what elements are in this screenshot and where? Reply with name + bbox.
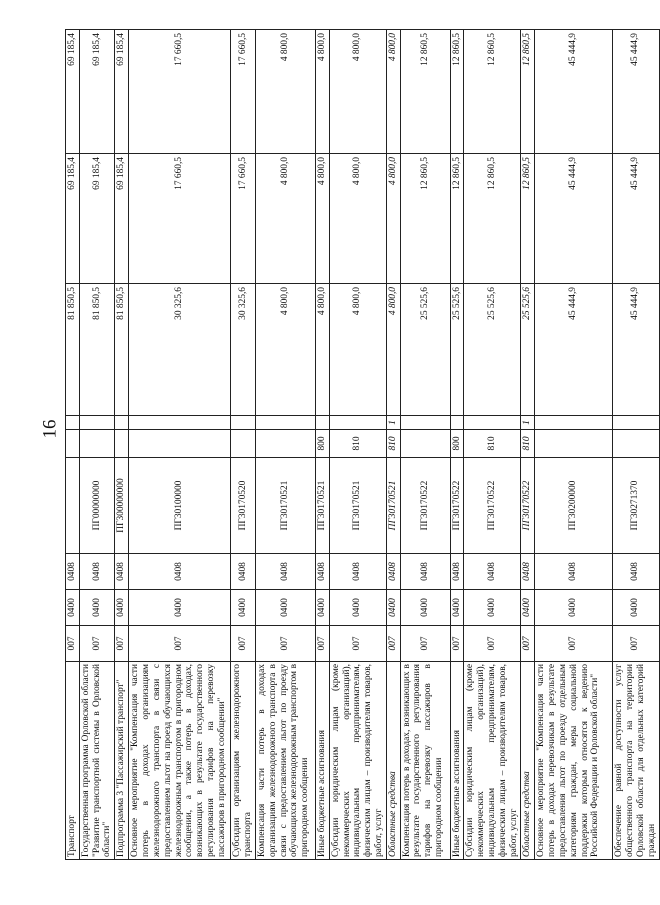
table-row [450, 30, 464, 860]
cell-fund-source [115, 416, 129, 430]
cell-target-article: ПГ30170521 [386, 458, 400, 554]
table-row [329, 30, 386, 860]
cell-expense-type: 800 [315, 430, 329, 458]
cell-amount-year1: 81 850,5 [115, 284, 129, 416]
cell-subsection-code: 0408 [79, 554, 114, 590]
cell-expense-type: 810 [386, 430, 400, 458]
cell-amount-year3: 17 660,5 [231, 30, 256, 154]
cell-subsection-code: 0408 [386, 554, 400, 590]
cell-subsection-code: 0408 [329, 554, 386, 590]
cell-expense-type [613, 430, 659, 458]
cell-amount-year1: 4 800,0 [329, 284, 386, 416]
cell-target-article: ПГ30170520 [231, 458, 256, 554]
cell-section-code: 0400 [66, 590, 80, 626]
cell-amount-year3: 12 860,5 [464, 30, 521, 154]
table-row [613, 30, 659, 860]
cell-ministry-code: 007 [535, 626, 613, 662]
cell-target-article: ПГ30170521 [315, 458, 329, 554]
row-name: Компенсация части потерь в доходах организациям железнодорожного транспорта в связи с предоставлением льгот по проезду обучающихся железнодорожным транспортом в пригородном сообщении [255, 662, 315, 860]
cell-expense-type [400, 430, 450, 458]
row-name: Субсидии организациям железнодорожного транспорта [231, 662, 256, 860]
cell-ministry-code: 007 [231, 626, 256, 662]
cell-amount-year1: 4 800,0 [315, 284, 329, 416]
cell-amount-year3: 17 660,5 [129, 30, 231, 154]
cell-fund-source [535, 416, 613, 430]
cell-expense-type: 800 [450, 430, 464, 458]
cell-amount-year2: 69 185,4 [79, 154, 114, 284]
cell-amount-year2: 12 860,5 [450, 154, 464, 284]
cell-fund-source [450, 416, 464, 430]
cell-ministry-code: 007 [450, 626, 464, 662]
cell-amount-year1: 81 850,5 [79, 284, 114, 416]
cell-amount-year1: 45 444,9 [613, 284, 659, 416]
cell-target-article: ПГ30271370 [613, 458, 659, 554]
cell-amount-year1: 25 525,6 [400, 284, 450, 416]
cell-subsection-code: 0408 [450, 554, 464, 590]
table-row [115, 30, 129, 860]
cell-amount-year2: 69 185,4 [115, 154, 129, 284]
rotated-budget-table [65, 30, 657, 860]
cell-section-code: 0400 [79, 590, 114, 626]
cell-amount-year1: 25 525,6 [450, 284, 464, 416]
cell-target-article [66, 458, 80, 554]
cell-target-article: ПГ30170522 [450, 458, 464, 554]
cell-amount-year2: 17 660,5 [231, 154, 256, 284]
cell-amount-year3: 4 800,0 [386, 30, 400, 154]
row-name: Субсидии юридическим лицам (кроме некоммерческих организаций), индивидуальным предпринимателям, физическим лицам – производителям товаров, работ, услуг [464, 662, 521, 860]
cell-subsection-code: 0408 [535, 554, 613, 590]
cell-section-code: 0400 [450, 590, 464, 626]
cell-amount-year2: 17 660,5 [129, 154, 231, 284]
cell-amount-year2: 12 860,5 [464, 154, 521, 284]
row-name: Транспорт [66, 662, 80, 860]
cell-fund-source [613, 416, 659, 430]
cell-expense-type: 810 [521, 430, 535, 458]
cell-fund-source [315, 416, 329, 430]
cell-amount-year1: 81 850,5 [66, 284, 80, 416]
table-row [255, 30, 315, 860]
row-name: Субсидии юридическим лицам (кроме некоммерческих организаций), индивидуальным предпринимателям, физическим лицам – производителям товаров, работ, услуг [329, 662, 386, 860]
cell-ministry-code: 007 [464, 626, 521, 662]
cell-amount-year3: 4 800,0 [255, 30, 315, 154]
cell-fund-source: 1 [386, 416, 400, 430]
cell-target-article: ПГ30170522 [400, 458, 450, 554]
row-name: Областные средства [386, 662, 400, 860]
cell-amount-year3: 69 185,4 [115, 30, 129, 154]
cell-section-code: 0400 [400, 590, 450, 626]
table-row [315, 30, 329, 860]
cell-amount-year1: 4 800,0 [386, 284, 400, 416]
cell-amount-year3: 45 444,9 [535, 30, 613, 154]
table-row [66, 30, 80, 860]
table-body [66, 30, 660, 860]
cell-section-code: 0400 [315, 590, 329, 626]
row-name: Основное мероприятие "Компенсация части потерь в доходах организациям железнодорожного транспорта в связи с предоставлением льгот на проезд обучающихся железнодорожным транспортом в пригородном сообщении, а также потерь в доходах, возникающих в результате государственного регулирования тарифов на перевозку пассажиров в пригородном сообщении" [129, 662, 231, 860]
cell-section-code: 0400 [613, 590, 659, 626]
cell-amount-year2: 4 800,0 [255, 154, 315, 284]
cell-amount-year1: 4 800,0 [255, 284, 315, 416]
row-name: Компенсация потерь в доходах, возникающих в результате государственного регулирования тарифов на перевозку пассажиров в пригородном сообщении [400, 662, 450, 860]
cell-section-code: 0400 [464, 590, 521, 626]
cell-ministry-code: 007 [386, 626, 400, 662]
cell-target-article: ПГ300000000 [115, 458, 129, 554]
cell-amount-year2: 4 800,0 [386, 154, 400, 284]
cell-expense-type [66, 430, 80, 458]
cell-fund-source [231, 416, 256, 430]
cell-section-code: 0400 [535, 590, 613, 626]
row-name: Государственная программа Орловской области "Развитие транспортной системы в Орловской области" [79, 662, 114, 860]
cell-subsection-code: 0408 [315, 554, 329, 590]
table-row [129, 30, 231, 860]
row-name: Иные бюджетные ассигнования [315, 662, 329, 860]
cell-fund-source [329, 416, 386, 430]
cell-amount-year3: 12 860,5 [400, 30, 450, 154]
cell-target-article: ПГ00000000 [79, 458, 114, 554]
cell-section-code: 0400 [386, 590, 400, 626]
cell-fund-source [464, 416, 521, 430]
cell-ministry-code: 007 [521, 626, 535, 662]
table-row [521, 30, 535, 860]
cell-amount-year3: 69 185,4 [66, 30, 80, 154]
cell-amount-year2: 4 800,0 [329, 154, 386, 284]
cell-fund-source [66, 416, 80, 430]
cell-target-article: ПГ30170522 [521, 458, 535, 554]
cell-expense-type [129, 430, 231, 458]
table-row [400, 30, 450, 860]
cell-subsection-code: 0408 [613, 554, 659, 590]
cell-amount-year3: 12 860,5 [521, 30, 535, 154]
table-row [386, 30, 400, 860]
row-name: Обеспечение равной доступности услуг общественного транспорта на территории Орловской области для отдельных категорий граждан [613, 662, 659, 860]
cell-subsection-code: 0408 [255, 554, 315, 590]
cell-amount-year2: 12 860,5 [400, 154, 450, 284]
cell-ministry-code: 007 [115, 626, 129, 662]
cell-fund-source: 1 [521, 416, 535, 430]
cell-amount-year3: 45 444,9 [613, 30, 659, 154]
cell-ministry-code: 007 [329, 626, 386, 662]
cell-ministry-code: 007 [79, 626, 114, 662]
table-row [79, 30, 114, 860]
cell-amount-year2: 12 860,5 [521, 154, 535, 284]
cell-ministry-code: 007 [613, 626, 659, 662]
cell-amount-year3: 69 185,4 [79, 30, 114, 154]
cell-subsection-code: 0408 [400, 554, 450, 590]
cell-fund-source [400, 416, 450, 430]
cell-amount-year1: 25 525,6 [521, 284, 535, 416]
cell-amount-year1: 45 444,9 [535, 284, 613, 416]
cell-amount-year2: 45 444,9 [535, 154, 613, 284]
cell-section-code: 0400 [231, 590, 256, 626]
cell-amount-year1: 25 525,6 [464, 284, 521, 416]
cell-expense-type [115, 430, 129, 458]
cell-expense-type [255, 430, 315, 458]
budget-table [65, 29, 660, 860]
cell-fund-source [79, 416, 114, 430]
cell-section-code: 0400 [329, 590, 386, 626]
cell-ministry-code: 007 [315, 626, 329, 662]
cell-target-article: ПГ30170521 [329, 458, 386, 554]
row-name: Основное мероприятие "Компенсация части потерь в доходах перевозчикам в результате предоставления льгот по проезду отдельным категориям граждан, меры социальной поддержки которым относятся к ведению Российской Федерации и Орловской области" [535, 662, 613, 860]
table-row [464, 30, 521, 860]
cell-amount-year3: 4 800,0 [329, 30, 386, 154]
cell-target-article: ПГ30170521 [255, 458, 315, 554]
cell-fund-source [129, 416, 231, 430]
cell-amount-year2: 69 185,4 [66, 154, 80, 284]
cell-amount-year2: 4 800,0 [315, 154, 329, 284]
cell-ministry-code: 007 [255, 626, 315, 662]
table-row [535, 30, 613, 860]
cell-expense-type [535, 430, 613, 458]
row-name: Областные средства [521, 662, 535, 860]
cell-ministry-code: 007 [129, 626, 231, 662]
cell-section-code: 0400 [255, 590, 315, 626]
cell-amount-year2: 45 444,9 [613, 154, 659, 284]
cell-section-code: 0400 [115, 590, 129, 626]
cell-subsection-code: 0408 [521, 554, 535, 590]
cell-expense-type: 810 [329, 430, 386, 458]
cell-target-article: ПГ30100000 [129, 458, 231, 554]
cell-expense-type: 810 [464, 430, 521, 458]
row-name: Иные бюджетные ассигнования [450, 662, 464, 860]
row-name: Подпрограмма 3 "Пассажирский транспорт" [115, 662, 129, 860]
cell-amount-year1: 30 325,6 [129, 284, 231, 416]
cell-expense-type [231, 430, 256, 458]
cell-fund-source [255, 416, 315, 430]
cell-section-code: 0400 [521, 590, 535, 626]
cell-target-article: ПГ30200000 [535, 458, 613, 554]
cell-amount-year3: 12 860,5 [450, 30, 464, 154]
table-row [231, 30, 256, 860]
cell-subsection-code: 0408 [231, 554, 256, 590]
cell-amount-year3: 4 800,0 [315, 30, 329, 154]
cell-subsection-code: 0408 [129, 554, 231, 590]
cell-ministry-code: 007 [66, 626, 80, 662]
cell-subsection-code: 0408 [464, 554, 521, 590]
cell-amount-year1: 30 325,6 [231, 284, 256, 416]
cell-ministry-code: 007 [400, 626, 450, 662]
page-number: 16 [39, 419, 61, 439]
cell-section-code: 0400 [129, 590, 231, 626]
cell-subsection-code: 0408 [66, 554, 80, 590]
cell-target-article: ПГ30170522 [464, 458, 521, 554]
cell-expense-type [79, 430, 114, 458]
cell-subsection-code: 0408 [115, 554, 129, 590]
